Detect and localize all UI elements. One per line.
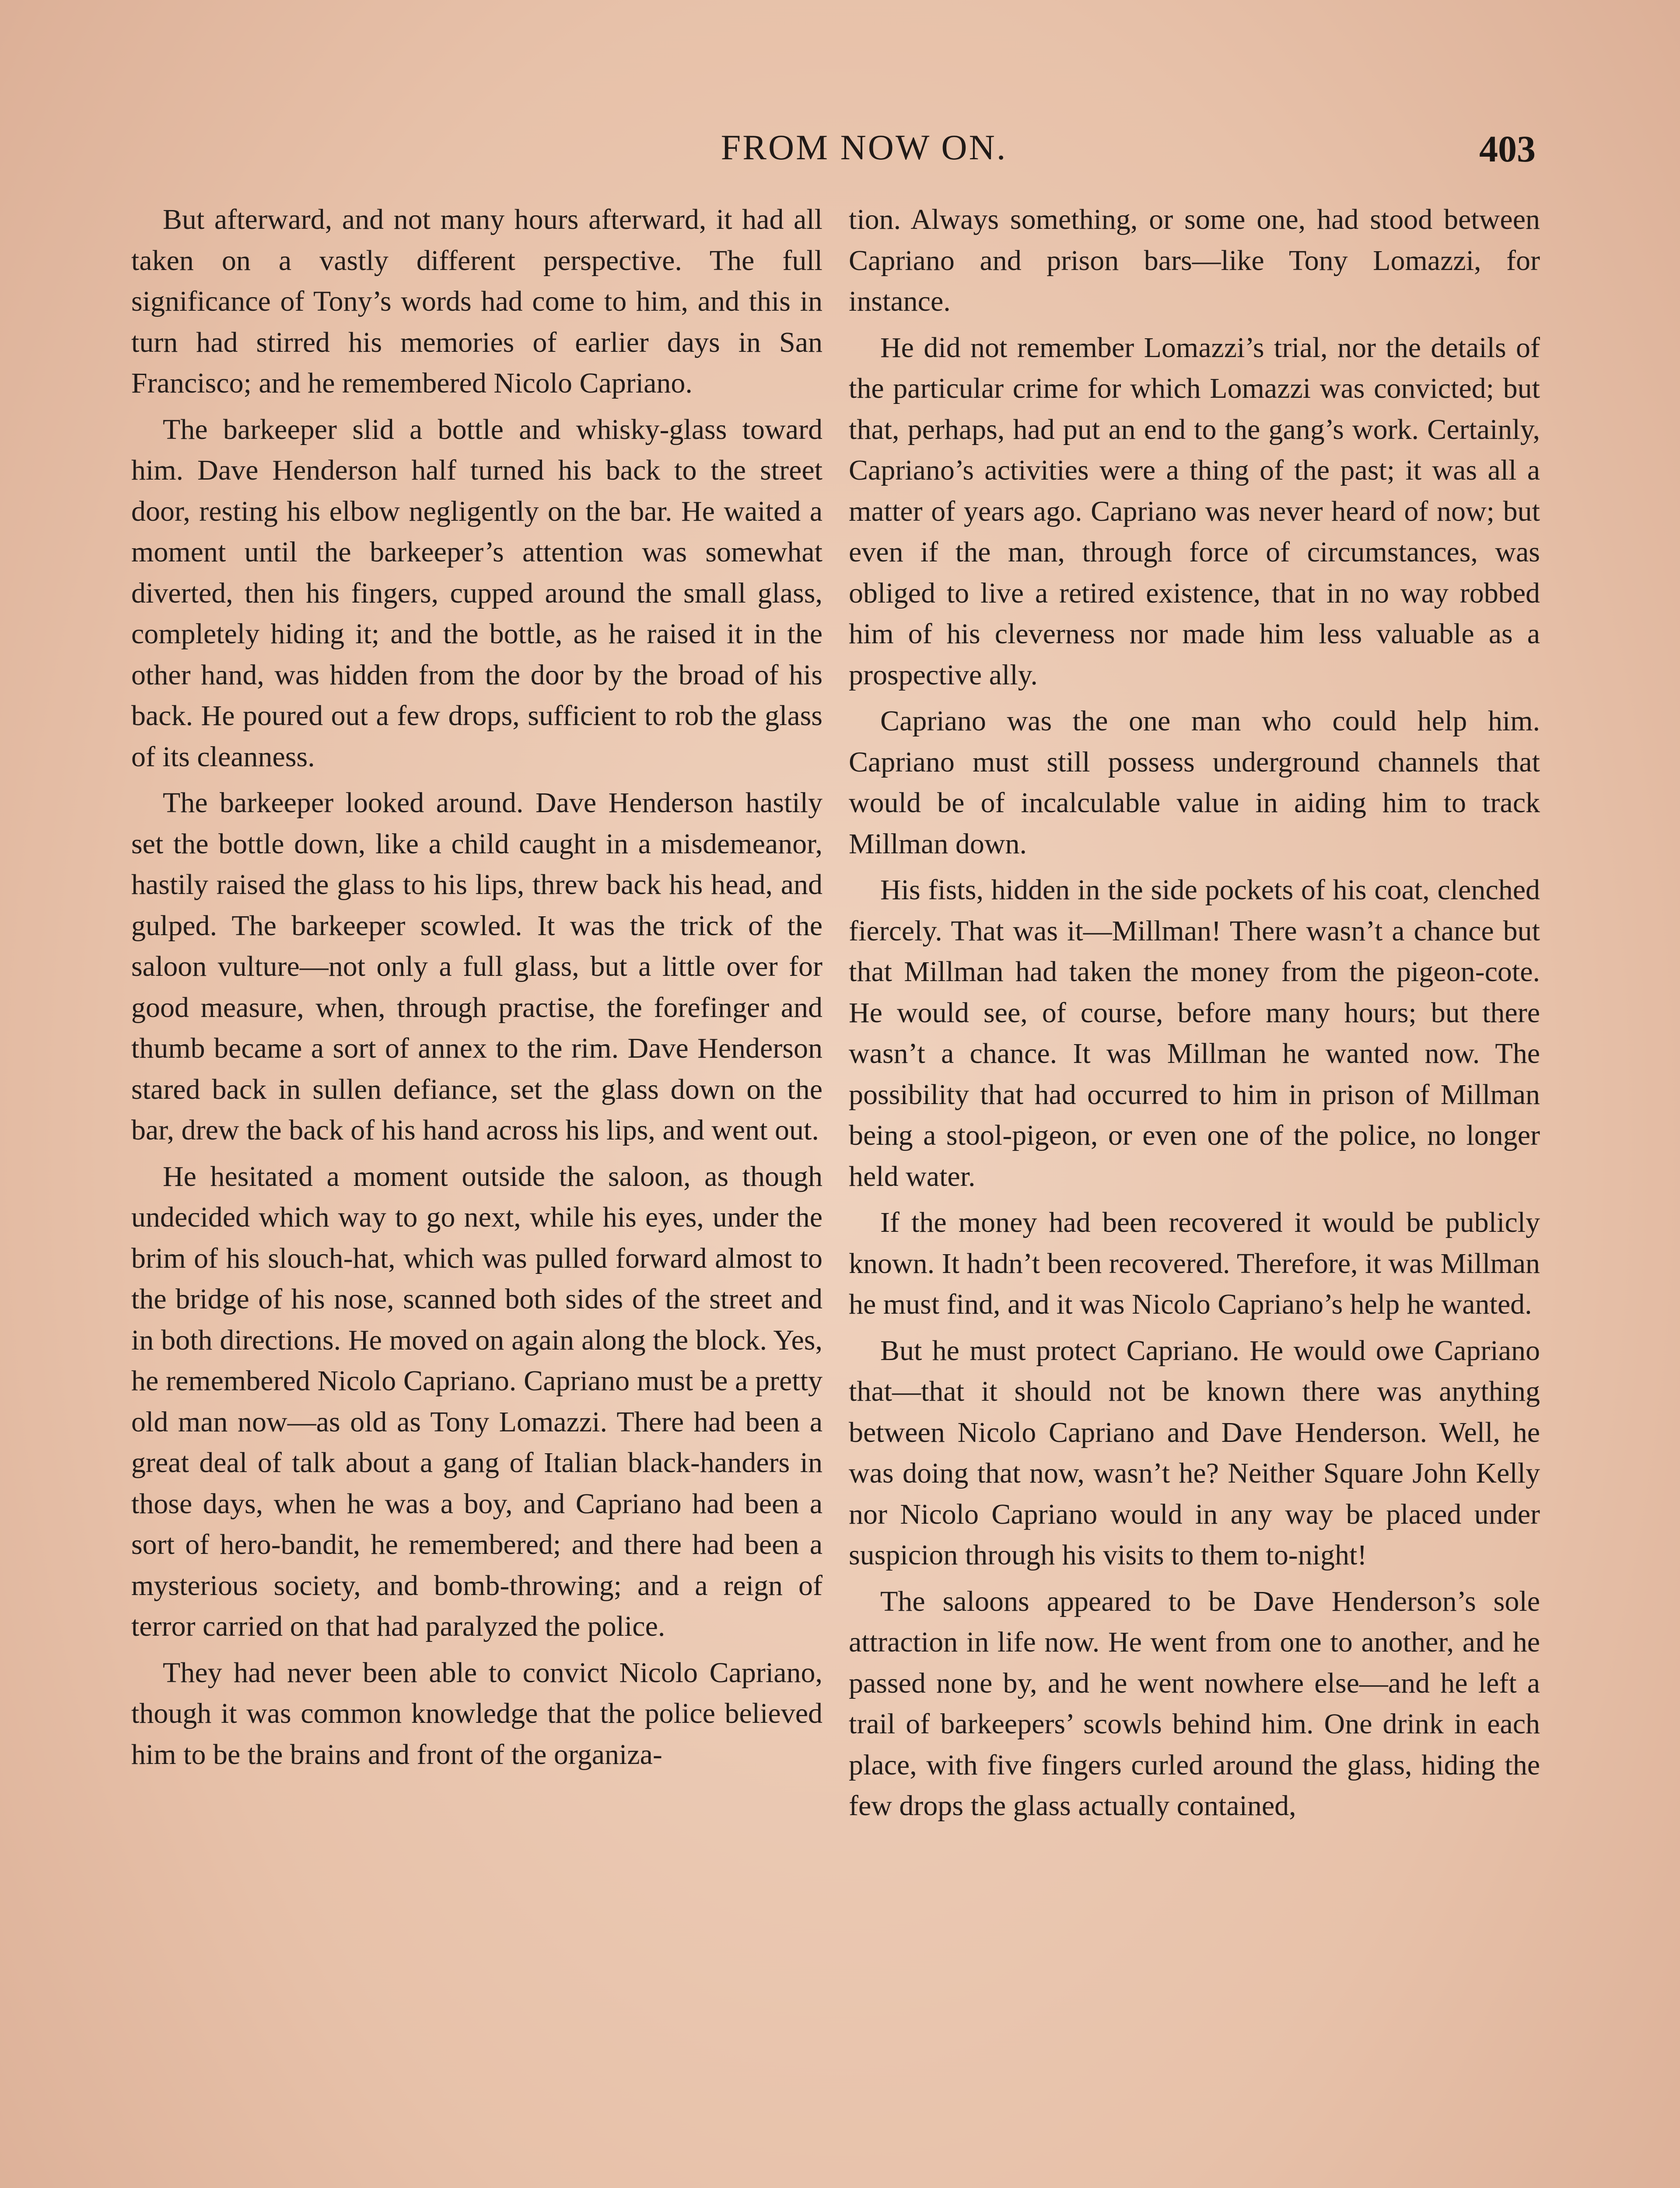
left-column (131, 199, 822, 2188)
paragraph: The barkeeper looked around. Dave Henderson hastily set the bottle down, like a child caught in a misdemeanor, hastily raised the glass to his lips, threw back his head, and gulped. The barkeeper scowled. It was the trick of the saloon vulture—not only a full glass, but a little over for good measure, when, through practise, the forefinger and thumb became a sort of annex to the rim. Dave Henderson stared back in sullen defiance, set the glass down on the bar, drew the back of his hand across his lips, and went out. (131, 787, 822, 1146)
paragraph: The barkeeper slid a bottle and whisky-glass toward him. Dave Henderson half turned his back to the street door, resting his elbow negligently on the bar. He waited a moment until the barkeeper’s attention was somewhat diverted, then his fingers, cupped around the small glass, completely hiding it; and the bottle, as he raised it in the other hand, was hidden from the door by the broad of his back. He poured out a few drops, sufficient to rob the glass of its cleanness. (131, 413, 822, 773)
text-columns (131, 199, 1540, 2188)
running-title: FROM NOW ON. (721, 127, 1008, 167)
paragraph: But he must protect Capriano. He would owe Capriano that—that it should not be known there was anything between Nicolo Capriano and Dave Henderson. Well, he was doing that now, wasn’t he? Neither Square John Kelly nor Nicolo Capriano would in any way be placed under suspicion through his visits to them to-night! (849, 1334, 1540, 1571)
paragraph: He hesitated a moment outside the saloon, as though undecided which way to go next, while his eyes, under the brim of his slouch-hat, which was pulled forward almost to the bridge of his nose, scanned both sides of the street and in both directions. He moved on again along the block. Yes, he remembered Nicolo Capriano. Capriano must be a pretty old man now—as old as Tony Lomazzi. There had been a great deal of talk about a gang of Italian black-handers in those days, when he was a boy, and Capriano had been a sort of hero-bandit, he remembered; and there had been a mysterious society, and bomb-throwing; and a reign of terror carried on that had paralyzed the police. (131, 1160, 822, 1642)
paragraph: But afterward, and not many hours afterward, it had all taken on a vastly different perspective. The full significance of Tony’s words had come to him, and this in turn had stirred his memories of earlier days in San Francisco; and he remembered Nicolo Capriano. (131, 203, 822, 399)
paragraph: Capriano was the one man who could help him. Capriano must still possess underground channels that would be of incalculable value in aiding him to track Millman down. (849, 705, 1540, 860)
page-number: 403 (1479, 128, 1536, 170)
paragraph: They had never been able to convict Nicolo Capriano, though it was common knowledge that the police believed him to be the brains and front of the organiza- (131, 1656, 822, 1771)
paragraph-continued: tion. Always something, or some one, had stood between Capriano and prison bars—like Tony Lomazzi, for instance. (849, 203, 1540, 317)
paragraph: If the money had been recovered it would be publicly known. It hadn’t been recovered. Therefore, it was Millman he must find, and it was Nicolo Capriano’s help he wanted. (849, 1206, 1540, 1320)
paragraph: His fists, hidden in the side pockets of his coat, clenched fiercely. That was it—Millman! There wasn’t a chance but that Millman had taken the money from the pigeon-cote. He would see, of course, before many hours; but there wasn’t a chance. It was Millman he wanted now. The possibility that had occurred to him in prison of Millman being a stool-pigeon, or even one of the police, no longer held water. (849, 874, 1540, 1192)
paragraph: He did not remember Lomazzi’s trial, nor the details of the particular crime for which Lomazzi was convicted; but that, perhaps, had put an end to the gang’s work. Certainly, Capriano’s activities were a thing of the past; it was all a matter of years ago. Capriano was never heard of now; but even if the man, through force of circumstances, was obliged to live a retired existence, that in no way robbed him of his cleverness nor made him less valuable as a prospective ally. (849, 331, 1540, 691)
paragraph: The saloons appeared to be Dave Henderson’s sole attraction in life now. He went from one to another, and he passed none by, and he went nowhere else—and he left a trail of barkeepers’ scowls behind him. One drink in each place, with five fingers curled around the glass, hiding the few drops the glass actually contained, (849, 1585, 1540, 1822)
right-column (849, 199, 1540, 2188)
page-header (192, 127, 1536, 175)
